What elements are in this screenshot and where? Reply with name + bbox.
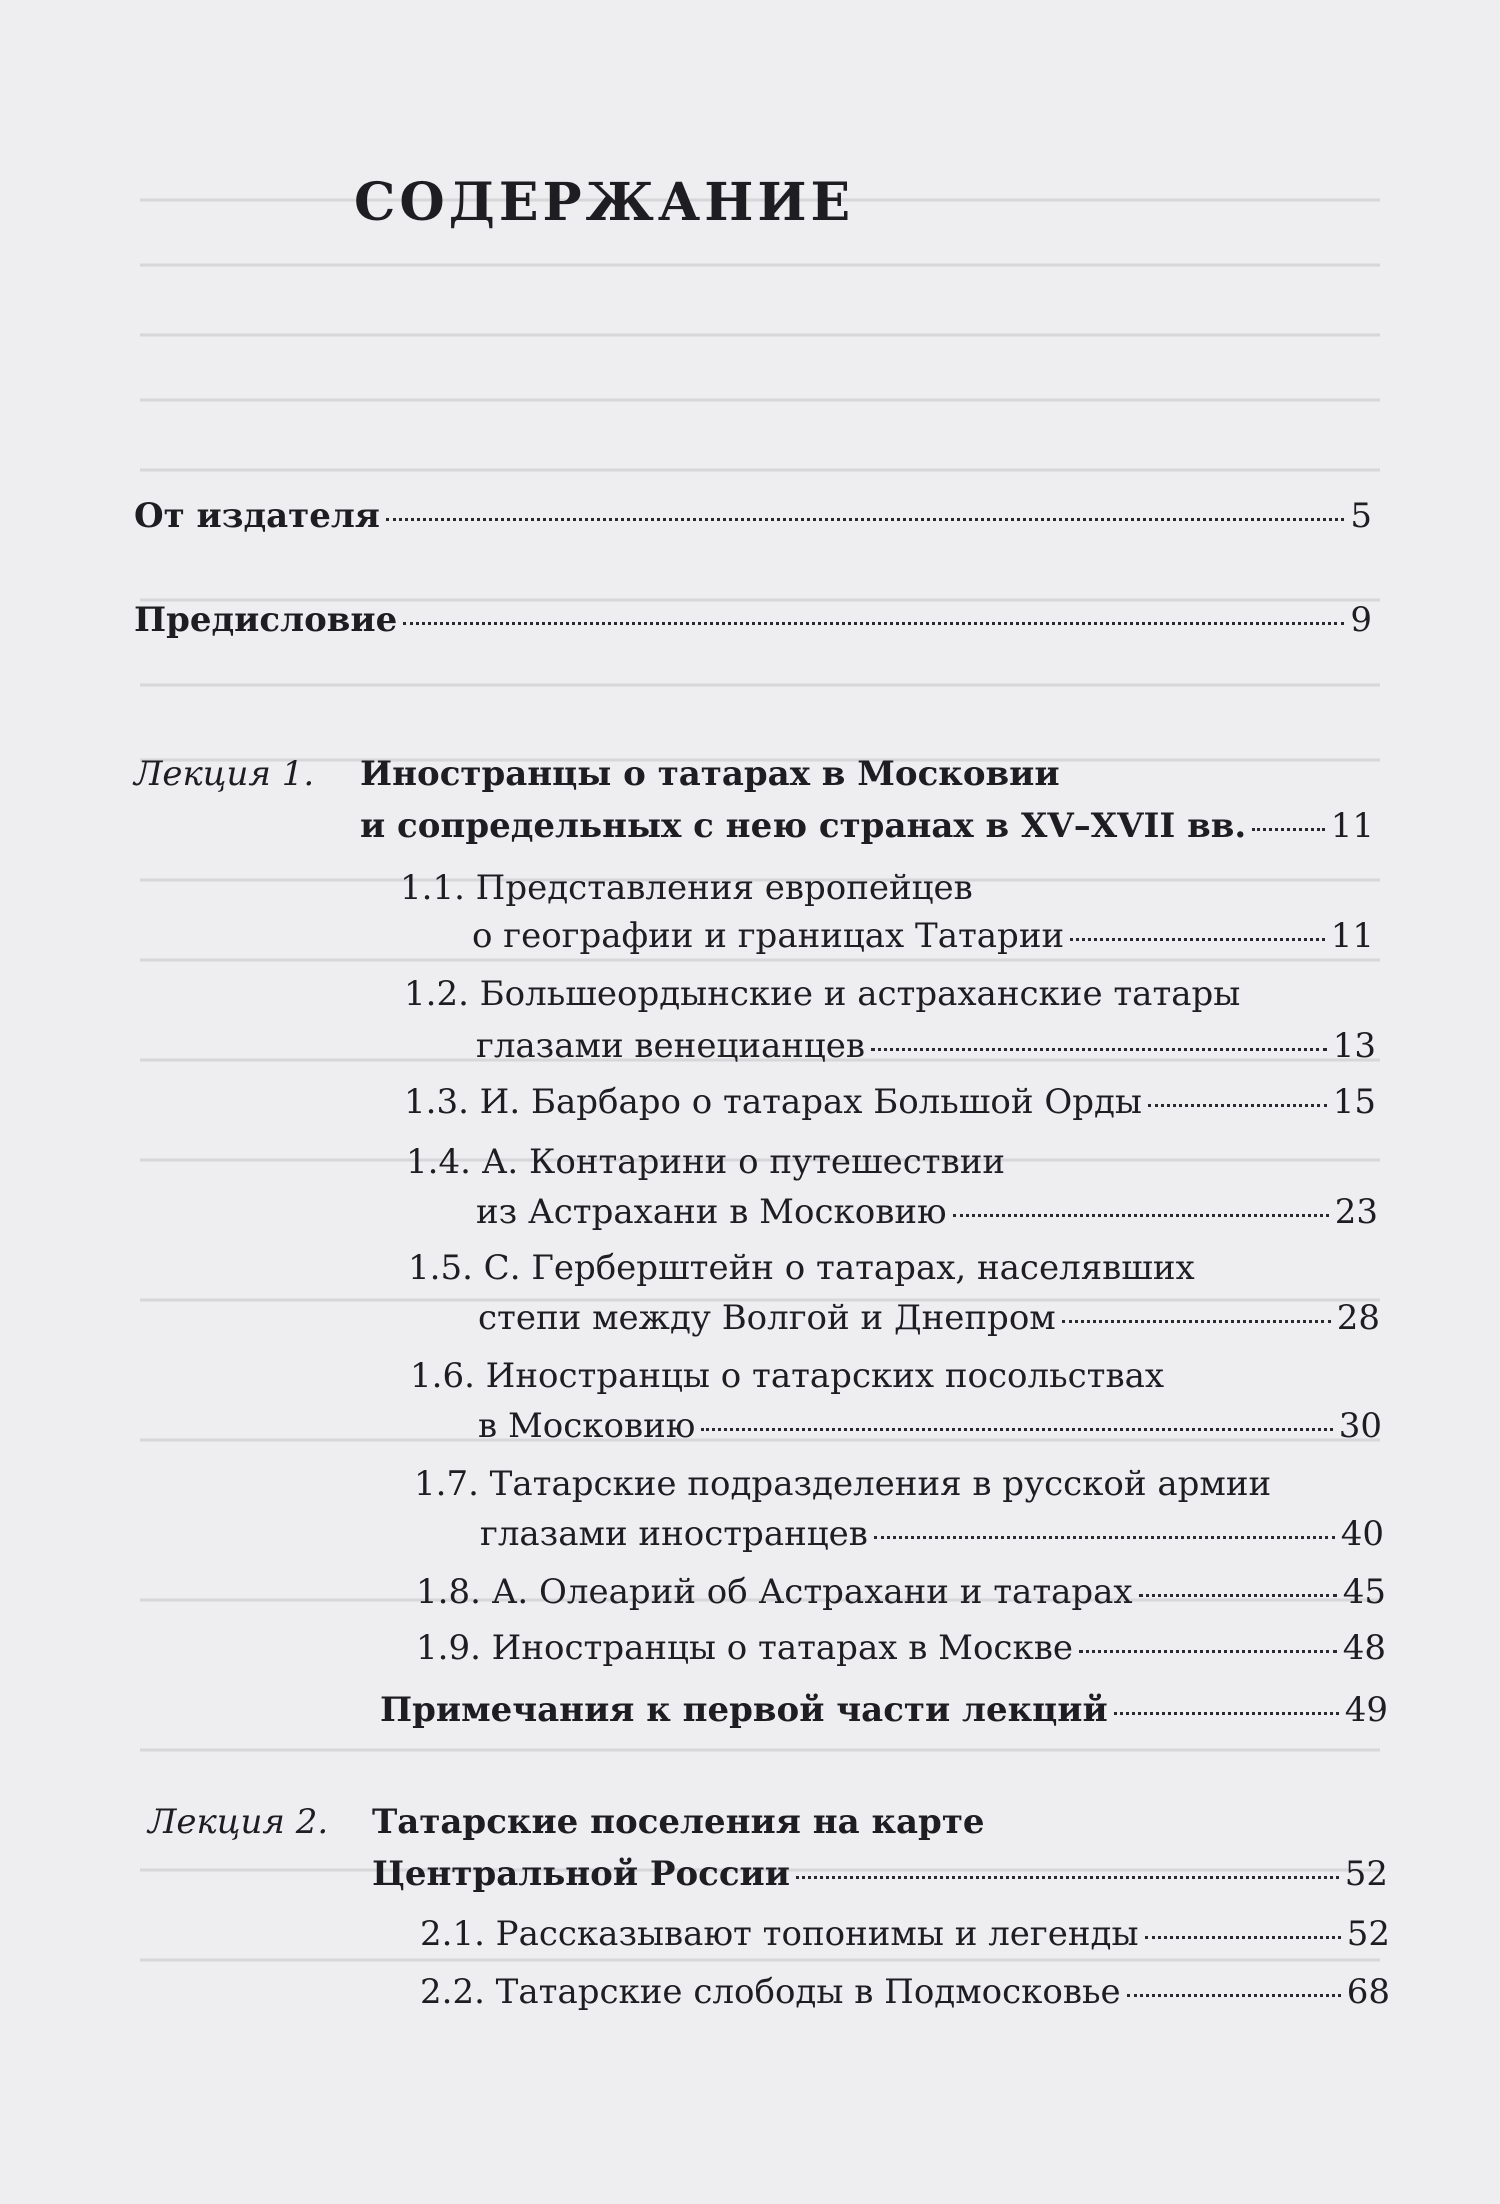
toc-entry-label: о географии и границах Татарии bbox=[472, 916, 1065, 956]
toc-item-2-1[interactable] bbox=[420, 1912, 1390, 1956]
dot-leader bbox=[1145, 1936, 1341, 1939]
toc-item-1-7-line1[interactable]: 1.7. Татарские подразделения в русской армии bbox=[414, 1464, 1272, 1504]
toc-item-1-2[interactable] bbox=[476, 1024, 1376, 1068]
toc-page-number: 45 bbox=[1342, 1572, 1386, 1612]
toc-entry-publisher[interactable] bbox=[134, 494, 1372, 538]
toc-entry-label: 2.1. Рассказывают топонимы и легенды bbox=[420, 1914, 1139, 1954]
toc-entry-label: глазами иностранцев bbox=[480, 1514, 868, 1554]
dot-leader bbox=[1148, 1104, 1327, 1107]
toc-entry-label: 2.2. Татарские слободы в Подмосковье bbox=[420, 1972, 1121, 2012]
toc-item-1-8[interactable] bbox=[416, 1570, 1386, 1614]
toc-item-1-7[interactable] bbox=[480, 1512, 1384, 1556]
toc-entry-label: из Астрахани в Московию bbox=[476, 1192, 947, 1232]
lecture-1-tag: Лекция 1. bbox=[134, 754, 315, 794]
toc-entry-label: Предисловие bbox=[134, 600, 398, 640]
toc-item-1-6[interactable] bbox=[478, 1404, 1382, 1448]
toc-page-number: 11 bbox=[1330, 916, 1374, 956]
lecture-2-tag: Лекция 2. bbox=[148, 1802, 329, 1842]
toc-entry-label: 1.9. Иностранцы о татарах в Москве bbox=[416, 1628, 1073, 1668]
toc-item-1-6-line1[interactable]: 1.6. Иностранцы о татарских посольствах bbox=[410, 1356, 1165, 1396]
toc-item-1-5-line1[interactable]: 1.5. С. Герберштейн о татарах, населявших bbox=[408, 1248, 1195, 1288]
toc-item-1-4-line1[interactable]: 1.4. А. Контарини о путешествии bbox=[406, 1142, 1006, 1182]
toc-entry-label: Примечания к первой части лекций bbox=[380, 1690, 1108, 1730]
toc-page-number: 28 bbox=[1336, 1298, 1380, 1338]
toc-item-1-2-line1[interactable]: 1.2. Большеордынские и астраханские татары bbox=[404, 974, 1241, 1014]
lecture-1-title-line1[interactable]: Иностранцы о татарах в Московии bbox=[360, 754, 1060, 794]
lecture-1-title-line2[interactable] bbox=[360, 804, 1374, 848]
toc-page-number: 52 bbox=[1346, 1914, 1390, 1954]
dot-leader bbox=[796, 1876, 1339, 1879]
toc-page-number: 40 bbox=[1340, 1514, 1384, 1554]
toc-page-number: 49 bbox=[1344, 1690, 1388, 1730]
toc-entry-label: и сопредельных с нею странах в XV–XVII вв. bbox=[360, 806, 1247, 846]
dot-leader bbox=[403, 622, 1344, 625]
dot-leader bbox=[1127, 1994, 1341, 1997]
toc-item-1-5[interactable] bbox=[478, 1296, 1380, 1340]
toc-page-number: 68 bbox=[1346, 1972, 1390, 2012]
toc-entry-preface[interactable] bbox=[134, 598, 1372, 642]
dot-leader bbox=[871, 1048, 1327, 1051]
dot-leader bbox=[386, 518, 1344, 521]
toc-item-1-4[interactable] bbox=[476, 1190, 1378, 1234]
lecture-2-title-line2[interactable] bbox=[372, 1852, 1388, 1896]
toc-page-number: 13 bbox=[1332, 1026, 1376, 1066]
toc-page-number: 5 bbox=[1350, 496, 1372, 536]
page-title: СОДЕРЖАНИЕ bbox=[354, 172, 855, 233]
toc-item-1-1-line1[interactable]: 1.1. Представления европейцев bbox=[400, 868, 973, 908]
toc-page-number: 48 bbox=[1342, 1628, 1386, 1668]
dot-leader bbox=[701, 1428, 1332, 1431]
dot-leader bbox=[874, 1536, 1335, 1539]
toc-entry-label: От издателя bbox=[134, 496, 380, 536]
toc-entry-notes[interactable] bbox=[380, 1688, 1388, 1732]
toc-page-number: 23 bbox=[1334, 1192, 1378, 1232]
toc-item-1-9[interactable] bbox=[416, 1626, 1386, 1670]
toc-entry-label: в Московию bbox=[478, 1406, 696, 1446]
toc-item-1-1[interactable] bbox=[472, 914, 1374, 958]
toc-entry-label: 1.3. И. Барбаро о татарах Большой Орды bbox=[404, 1082, 1142, 1122]
dot-leader bbox=[1252, 828, 1325, 831]
dot-leader bbox=[1070, 938, 1325, 941]
dot-leader bbox=[953, 1214, 1329, 1217]
toc-entry-label: Центральной России bbox=[372, 1854, 790, 1894]
toc-page-number: 15 bbox=[1332, 1082, 1376, 1122]
dot-leader bbox=[1062, 1320, 1331, 1323]
toc-item-1-3[interactable] bbox=[404, 1080, 1376, 1124]
toc-page-number: 9 bbox=[1350, 600, 1372, 640]
dot-leader bbox=[1139, 1594, 1337, 1597]
toc-item-2-2[interactable] bbox=[420, 1970, 1390, 2014]
lecture-2-title-line1[interactable]: Татарские поселения на карте bbox=[372, 1802, 985, 1842]
toc-page-number: 52 bbox=[1344, 1854, 1388, 1894]
toc-page-number: 30 bbox=[1338, 1406, 1382, 1446]
dot-leader bbox=[1114, 1712, 1339, 1715]
dot-leader bbox=[1079, 1650, 1337, 1653]
toc-entry-label: 1.8. А. Олеарий об Астрахани и татарах bbox=[416, 1572, 1133, 1612]
toc-page-number: 11 bbox=[1330, 806, 1374, 846]
toc-entry-label: степи между Волгой и Днепром bbox=[478, 1298, 1056, 1338]
toc-entry-label: глазами венецианцев bbox=[476, 1026, 866, 1066]
